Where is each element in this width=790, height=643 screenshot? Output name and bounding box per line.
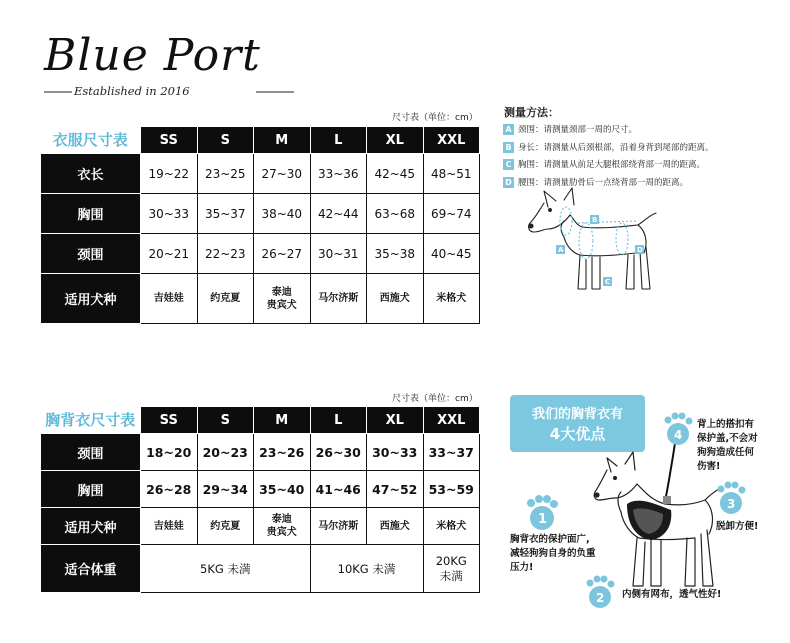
table-cell: 23~25 <box>197 154 254 194</box>
breed-cell: 米格犬 <box>423 274 480 324</box>
size-header: XL <box>367 407 424 434</box>
table-row-weight <box>41 545 480 593</box>
table-cell: 19~22 <box>141 154 198 194</box>
table-cell: 27~30 <box>254 154 311 194</box>
breed-cell: 泰迪 贵宾犬 <box>254 508 311 545</box>
size-header: S <box>197 127 254 154</box>
breed-cell: 泰迪 贵宾犬 <box>254 274 311 324</box>
table-row <box>41 434 480 471</box>
unit-label-clothes: 尺寸表（单位：cm） <box>392 113 478 123</box>
brand-name: Blue Port <box>44 30 261 81</box>
brand-tagline: Established in 2016 <box>74 84 190 98</box>
advantage-4-text: 背上的搭扣有 保护盖,不会对 狗狗造成任何 伤害! <box>697 419 758 472</box>
size-header: L <box>310 127 367 154</box>
measure-key-badge: D <box>503 177 514 188</box>
table-header-row <box>41 407 480 434</box>
table-cell: 26~28 <box>141 471 198 508</box>
row-label: 颈围 <box>41 434 141 471</box>
breed-cell: 西施犬 <box>367 508 424 545</box>
table-row-breeds <box>41 508 480 545</box>
clothes-size-table <box>40 126 480 324</box>
weight-cell: 20KG 未满 <box>423 545 480 593</box>
table-cell: 35~37 <box>197 194 254 234</box>
measure-text: 颈围：请测量颈部一周的尺寸。 <box>518 125 638 135</box>
measure-item <box>503 157 705 171</box>
table-cell: 69~74 <box>423 194 480 234</box>
svg-text:1: 1 <box>538 512 548 527</box>
breed-cell: 马尔济斯 <box>310 274 367 324</box>
paw-icon <box>718 482 746 515</box>
table-cell: 53~59 <box>423 471 480 508</box>
table-cell: 35~40 <box>254 471 311 508</box>
table-cell: 47~52 <box>367 471 424 508</box>
row-label: 适用犬种 <box>41 508 141 545</box>
breed-cell: 约克夏 <box>197 508 254 545</box>
breed-cell: 吉娃娃 <box>141 508 198 545</box>
table-cell: 26~27 <box>254 234 311 274</box>
table-cell: 30~33 <box>367 434 424 471</box>
weight-cell: 5KG 未满 <box>141 545 311 593</box>
size-header: SS <box>141 127 198 154</box>
clothes-table-title: 衣服尺寸表 <box>41 127 141 154</box>
table-cell: 63~68 <box>367 194 424 234</box>
size-header: XXL <box>423 407 480 434</box>
brand-logo <box>44 30 294 105</box>
table-cell: 22~23 <box>197 234 254 274</box>
table-cell: 33~37 <box>423 434 480 471</box>
advantage-2-text: 内侧有网布，透气性好! <box>622 589 722 600</box>
svg-text:A: A <box>558 246 564 254</box>
advantage-1-text: 胸背衣的保护面广, 减轻狗狗自身的负重 压力! <box>510 534 596 573</box>
size-header: M <box>254 407 311 434</box>
measure-item <box>503 140 714 154</box>
table-cell: 35~38 <box>367 234 424 274</box>
paw-icon <box>587 576 615 609</box>
svg-text:2: 2 <box>596 591 605 605</box>
table-cell: 30~33 <box>141 194 198 234</box>
table-row <box>41 154 480 194</box>
breed-cell: 米格犬 <box>423 508 480 545</box>
table-header-row <box>41 127 480 154</box>
row-label: 颈围 <box>41 234 141 274</box>
dog-measure-diagram-icon <box>520 185 680 320</box>
paw-icon <box>665 413 693 446</box>
breed-cell: 吉娃娃 <box>141 274 198 324</box>
table-cell: 38~40 <box>254 194 311 234</box>
weight-cell: 10KG 未满 <box>310 545 423 593</box>
advantages-banner-line1: 我们的胸背衣有 <box>531 407 623 422</box>
size-header: XXL <box>423 127 480 154</box>
advantages-banner-line2: 4大优点 <box>549 425 606 443</box>
row-label: 适用犬种 <box>41 274 141 324</box>
table-row <box>41 471 480 508</box>
advantage-3-text: 脱卸方便! <box>716 521 759 532</box>
size-header: M <box>254 127 311 154</box>
table-cell: 33~36 <box>310 154 367 194</box>
harness-table-title: 胸背衣尺寸表 <box>41 407 141 434</box>
measure-item <box>503 122 637 136</box>
paw-icon <box>527 495 558 530</box>
table-cell: 20~21 <box>141 234 198 274</box>
svg-text:B: B <box>592 216 598 224</box>
table-cell: 48~51 <box>423 154 480 194</box>
table-row <box>41 194 480 234</box>
row-label: 衣长 <box>41 154 141 194</box>
svg-text:C: C <box>605 278 611 286</box>
table-cell: 42~45 <box>367 154 424 194</box>
measure-text: 胸围：请测量从前足大腿根部绕背部一周的距离。 <box>518 160 706 170</box>
harness-size-table <box>40 406 480 593</box>
table-row-breeds <box>41 274 480 324</box>
measure-key-badge: B <box>503 142 514 153</box>
table-cell: 23~26 <box>254 434 311 471</box>
size-header: S <box>197 407 254 434</box>
measure-title: 测量方法： <box>504 106 559 119</box>
svg-text:4: 4 <box>674 428 683 442</box>
table-cell: 26~30 <box>310 434 367 471</box>
breed-cell: 约克夏 <box>197 274 254 324</box>
row-label: 胸围 <box>41 471 141 508</box>
measure-text: 腰围：请测量肋骨后一点绕背部一周的距离。 <box>518 178 689 188</box>
table-cell: 42~44 <box>310 194 367 234</box>
breed-cell: 西施犬 <box>367 274 424 324</box>
row-label: 适合体重 <box>41 545 141 593</box>
table-cell: 29~34 <box>197 471 254 508</box>
svg-text:3: 3 <box>727 497 736 511</box>
size-header: XL <box>367 127 424 154</box>
measure-text: 身长：请测量从后颈根部，沿着身背到尾部的距离。 <box>518 143 714 153</box>
measure-key-badge: C <box>503 159 514 170</box>
table-cell: 30~31 <box>310 234 367 274</box>
size-header: SS <box>141 407 198 434</box>
table-row <box>41 234 480 274</box>
table-cell: 20~23 <box>197 434 254 471</box>
table-cell: 40~45 <box>423 234 480 274</box>
size-header: L <box>310 407 367 434</box>
table-cell: 41~46 <box>310 471 367 508</box>
svg-text:D: D <box>637 246 643 254</box>
breed-cell: 马尔济斯 <box>310 508 367 545</box>
table-cell: 18~20 <box>141 434 198 471</box>
row-label: 胸围 <box>41 194 141 234</box>
measure-key-badge: A <box>503 124 514 135</box>
unit-label-harness: 尺寸表（单位：cm） <box>392 394 478 404</box>
